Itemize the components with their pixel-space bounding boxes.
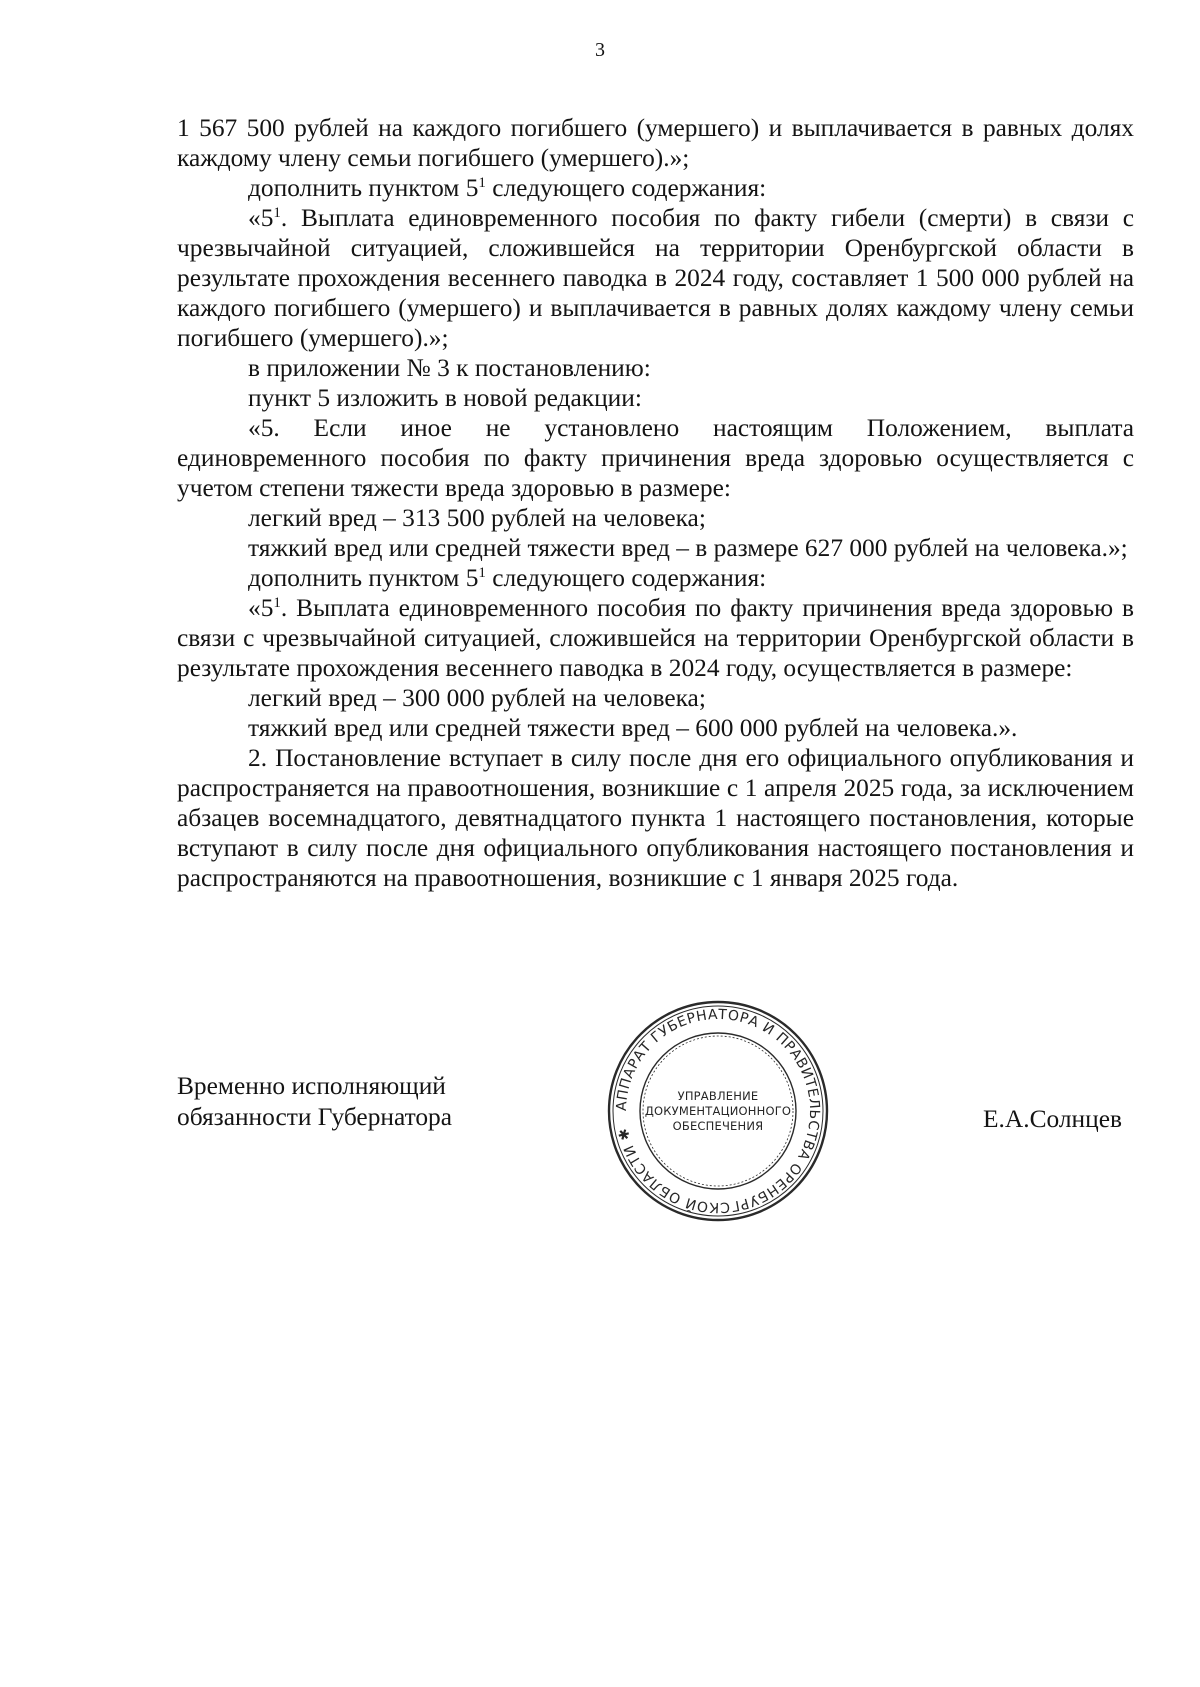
- paragraph-3: «$5^1$. Выплата единовременного пособия по факту гибели (смерти) в связи с чрезвычайной ситуацией, сложившейся на территории Оренбургской области в результате прохождения весеннего паводка в 2024 году, составляет 1 500 000 рублей на каждого погибшего (умершего) и выплачивается в равных долях каждому члену семьи погибшего (умершего).»;: [177, 204, 1134, 352]
- stamp-line-1: УПРАВЛЕНИЕ: [677, 1088, 759, 1103]
- page-number: 3: [595, 39, 605, 61]
- paragraph-4: в приложении № 3 к постановлению:: [248, 354, 651, 382]
- paragraph-8: тяжкий вред или средней тяжести вред – в размере 627 000 рублей на человека.»;: [248, 534, 1128, 562]
- stamp-ring-text: АППАРАТ ГУБЕРНАТОРА И ПРАВИТЕЛЬСТВА ОРЕНБУРГСКОЙ ОБЛАСТИ ✱: [613, 1006, 823, 1216]
- document-body: [177, 113, 1134, 893]
- paragraph-6: «5. Если иное не установлено настоящим Положением, выплата единовременного пособия по факту причинения вреда здоровью осуществляется с учетом степени тяжести вреда здоровью в размере:: [177, 414, 1134, 502]
- paragraph-10: «$5^1$. Выплата единовременного пособия по факту причинения вреда здоровью в связи с чрезвычайной ситуацией, сложившейся на территории Оренбургской области в результате прохождения весеннего паводка в 2024 году, осуществляется в размере:: [177, 594, 1134, 682]
- paragraph-1: 1 567 500 рублей на каждого погибшего (умершего) и выплачивается в равных долях каждому члену семьи погибшего (умершего).»;: [177, 114, 1134, 172]
- signatory-name: Е.А.Солнцев: [983, 1105, 1122, 1133]
- signatory-title-line-1: Временно исполняющий: [177, 1072, 446, 1100]
- paragraph-9: дополнить пунктом $5^1$ следующего содержания:: [248, 564, 767, 592]
- paragraph-2: дополнить пунктом $5^1$ следующего содержания:: [248, 174, 767, 202]
- stamp-inner-text: [606, 999, 830, 1223]
- paragraph-7: легкий вред – 313 500 рублей на человека;: [248, 504, 706, 532]
- signatory-title-line-2: обязанности Губернатора: [177, 1103, 453, 1131]
- stamp-line-3: ОБЕСПЕЧЕНИЯ: [672, 1118, 764, 1133]
- signatory-title: [177, 1071, 452, 1133]
- paragraph-5: пункт 5 изложить в новой редакции:: [248, 384, 642, 412]
- paragraph-12: тяжкий вред или средней тяжести вред – 600 000 рублей на человека.».: [248, 714, 1018, 742]
- paragraph-11: легкий вред – 300 000 рублей на человека;: [248, 684, 706, 712]
- paragraph-13: 2. Постановление вступает в силу после дня его официального опубликования и распространяется на правоотношения, возникшие с 1 апреля 2025 года, за исключением абзацев восемнадцатого, девятнадцатого пункта 1 настоящего постановления, которые вступают в силу после дня официального опубликования настоящего постановления и распространяются на правоотношения, возникшие с 1 января 2025 года.: [177, 744, 1134, 892]
- stamp-line-2: ДОКУМЕНТАЦИОННОГО: [644, 1103, 792, 1118]
- official-stamp: [606, 999, 830, 1223]
